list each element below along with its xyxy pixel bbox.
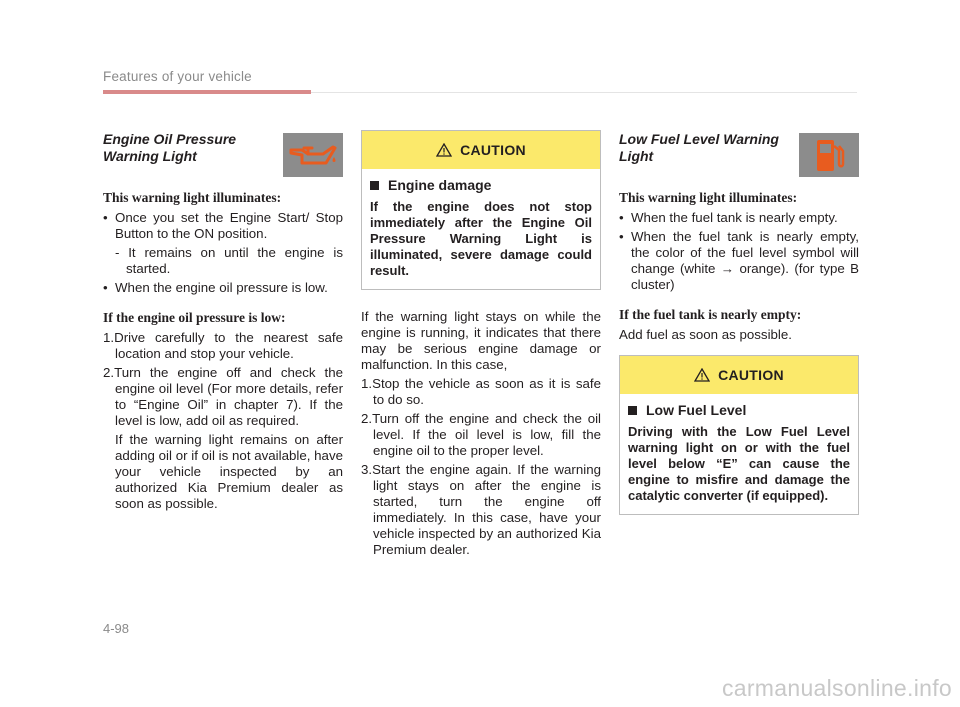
oil-can-icon [283,133,343,177]
caution-text: If the engine does not stop immediately after the Engine Oil Pressure Warning Light is illuminated, severe damage could result. [370,199,592,278]
warning-triangle-icon [694,368,710,382]
column-engine-oil [103,130,343,515]
caution-box-low-fuel [619,355,859,515]
square-bullet-icon [628,406,637,415]
low-pressure-heading: If the engine oil pressure is low: [103,310,286,325]
header-divider-line [311,92,857,94]
illuminates-heading: This warning light illuminates: [103,190,282,205]
section-heading-oil-pressure: Engine Oil Pressure Warning Light [103,131,237,164]
step-item: 3.Start the engine again. If the warning light stays on after the engine is started, turn the engine off immediately. In this case, have your vehicle inspected by an authorized Kia Premium dealer. [361,462,601,557]
bullet-item: • When the fuel tank is nearly empty. [619,210,859,226]
paragraph: Add fuel as soon as possible. [619,327,792,342]
square-bullet-icon [370,181,379,190]
step-continuation: If the warning light remains on after adding oil or if oil is not available, have your vehicle inspected by an authorized Kia Premium dealer as soon as possible. [115,432,343,511]
step-item: 2.Turn the engine off and check the engine oil level (For more details, refer to “Engine Oil” in chapter 7). If the level is low, add oil as required. [103,365,343,428]
nearly-empty-heading: If the fuel tank is nearly empty: [619,307,802,322]
caution-header [620,356,858,394]
caution-title: Low Fuel Level [646,402,747,418]
fuel-pump-icon [799,133,859,177]
warning-triangle-icon [436,143,452,157]
bullet-item: • When the fuel tank is nearly empty, the color of the fuel level symbol will change (white → orange). (for type B cluster) [619,229,859,293]
header-accent-bar [103,90,311,94]
bullet-item: • Once you set the Engine Start/ Stop Button to the ON position. [103,210,343,242]
caution-title: Engine damage [388,177,492,193]
step-item: 2.Turn off the engine and check the oil level. If the oil level is low, fill the engine oil to the proper level. [361,411,601,458]
illuminates-heading: This warning light illuminates: [619,190,798,205]
page-header-title: Features of your vehicle [103,69,252,84]
caution-header [362,131,600,169]
column-low-fuel [619,130,859,515]
caution-label: CAUTION [718,367,784,383]
section-heading-low-fuel: Low Fuel Level Warning Light [619,131,779,164]
caution-text: Driving with the Low Fuel Level warning light on or with the fuel level below “E” can cause the engine to misfire and damage the catalytic converter (if equipped). [628,424,850,503]
step-item: 1.Stop the vehicle as soon as it is safe to do so. [361,376,601,407]
sub-bullet-item: - It remains on until the engine is started. [115,245,343,276]
watermark-text: carmanualsonline.info [721,675,952,701]
paragraph: If the warning light stays on while the engine is running, it indicates that there may be serious engine damage or malfunction. In this case, [361,309,601,372]
step-item: 1.Drive carefully to the nearest safe location and stop your vehicle. [103,330,343,361]
bullet-item: • When the engine oil pressure is low. [103,280,343,296]
column-caution-engine [361,130,601,561]
caution-box-engine-damage [361,130,601,290]
caution-label: CAUTION [460,142,526,158]
page-number: 4-98 [103,621,130,636]
